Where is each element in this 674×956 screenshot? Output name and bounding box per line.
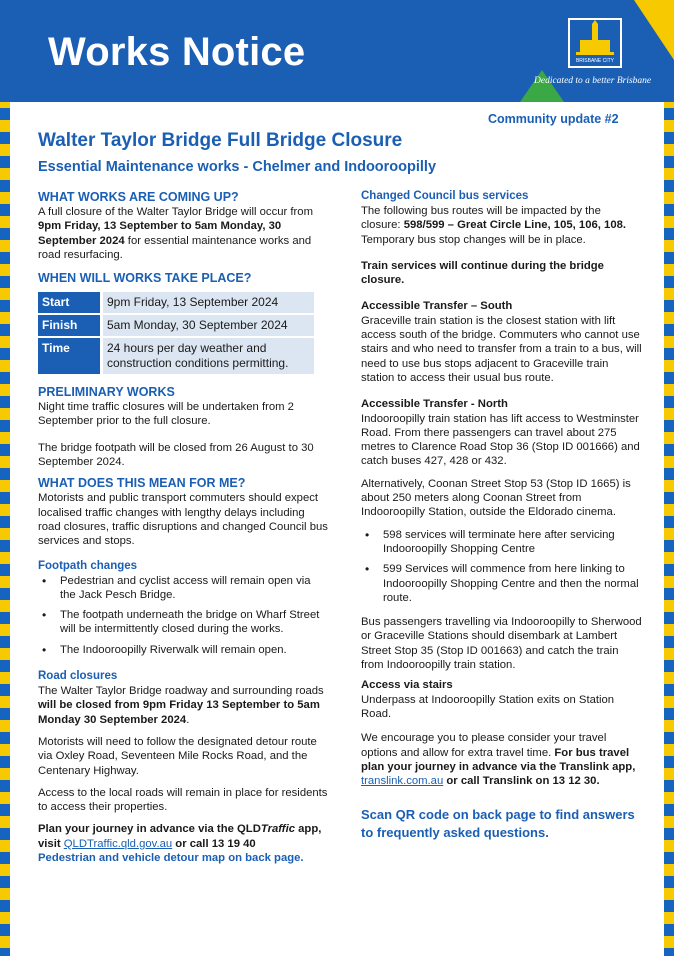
green-triangle-shape [520,70,564,102]
north-paragraph-2: Alternatively, Coonan Street Stop 53 (Stop ID 1665) is about 250 meters along Coonan Street from Indooroopilly Station, outside the Eldorado cinema. [361,477,631,519]
list-item: • The footpath underneath the bridge on Wharf Street will be intermittently closed during the works. [38,608,328,637]
plan-traffic: Traffic [260,823,295,836]
stairs-heading: Access via stairs [361,679,453,692]
page-title: Walter Taylor Bridge Full Bridge Closure [38,130,403,151]
encourage-paragraph [361,731,643,788]
qldtraffic-link[interactable]: QLDTraffic.qld.gov.au [63,837,173,850]
schedule-label: Start [38,292,100,313]
page-subtitle: Essential Maintenance works - Chelmer and Indooroopilly [38,159,437,175]
schedule-value: 24 hours per day weather and construction conditions permitting. [100,338,314,374]
translink-link[interactable]: translink.com.au [361,775,444,788]
train-note: Train services will continue during the bridge closure. [361,259,604,287]
road-text-end: . [186,713,190,726]
encourage-bold: For bus travel plan your journey in advance via the Translink app, [361,746,636,773]
road-paragraph-2: Motorists will need to follow the designated detour route via Oxley Road, Seventeen Mile Rocks Road, and the Centenary Highway. [38,735,317,777]
table-row [38,338,314,374]
brisbane-city-logo [568,18,622,68]
stairs-paragraph: Underpass at Indooroopilly Station exits on Station Road. [361,693,615,720]
road-dates: will be closed from 9pm Friday 13 September to 5am Monday 30 September 2024 [38,699,320,726]
south-paragraph: Graceville train station is the closest station with lift access south of the bridge. Commuters who cannot use stairs and who need to transfer from a train to a bus, will need to use bus stops adjacent to Graceville train station to access their usual bus route. [361,314,642,384]
encourage-bold-2: or call Translink on 13 12 30. [443,775,600,788]
north-paragraph-1: Indooroopilly train station has lift access to Westminster Road. From there passengers can travel about 275 metres to Clarence Road Stop 36 (Stop ID 001666) and catch buses 427, 428 or 432. [361,412,640,468]
schedule-value: 9pm Friday, 13 September 2024 [100,292,314,313]
passengers-paragraph: Bus passengers travelling via Indooroopilly to Sherwood or Graceville Stations should disembark at Lambert Street Stop 35 (Stop ID 001663) and catch the train from Indooroopilly train station. [361,616,642,672]
road-heading: Road closures [38,670,118,683]
plan-text: Plan your journey in advance via the QLD [38,823,261,836]
mean-heading: WHAT DOES THIS MEAN FOR ME? [38,476,246,491]
bus-text: The following bus routes will be impacted by the closure: [361,205,601,232]
works-text: A full closure of the Walter Taylor Bridge will occur from [38,206,313,218]
road-paragraph-3: Access to the local roads will remain in place for residents to access their properties. [38,786,328,814]
plan-text-2: app, visit [38,823,322,850]
schedule-label: Finish [38,315,100,336]
list-item: • 599 Services will commence from here linking to Indooroopilly Shopping Centre and then the normal route. [361,562,643,605]
bus-text-end: Temporary bus stop changes will be in place. [361,233,586,246]
works-paragraph [38,205,328,262]
list-item: • Pedestrian and cyclist access will remain open via the Jack Pesch Bridge. [38,574,328,603]
works-dates: 9pm Friday, 13 September to 5am Monday, 30 September 2024 [38,220,282,247]
table-row [38,292,314,313]
qr-note: Scan QR code on back page to find answers to frequently asked questions. [361,807,635,841]
road-paragraph-1 [38,684,328,727]
list-item: • 598 services will terminate here after servicing Indooroopilly Shopping Centre [361,528,643,557]
bus-routes: 598/599 – Great Circle Line, 105, 106, 108. [403,219,627,232]
city-hall-icon [570,20,620,58]
south-heading: Accessible Transfer – South [361,300,513,313]
logo-text: BRISBANE CITY [575,58,615,64]
schedule-value: 5am Monday, 30 September 2024 [100,315,314,336]
plan-text-3: or call 13 19 40 [172,837,256,850]
yellow-corner-shape [634,0,674,60]
bus-paragraph [361,204,643,247]
tagline: Dedicated to a better Brisbane [534,76,652,86]
right-border-stripe [664,0,674,956]
schedule-table [38,290,314,376]
prelim-paragraph-1: Night time traffic closures will be undertaken from 2 September prior to the full closure. [38,401,294,428]
bus-heading: Changed Council bus services [361,190,529,202]
works-heading: WHAT WORKS ARE COMING UP? [38,190,239,204]
table-row [38,315,314,336]
plan-paragraph [38,822,328,851]
footpath-list [38,574,328,657]
prelim-paragraph-2: The bridge footpath will be closed from 26 August to 30 September 2024. [38,441,314,469]
left-column [38,189,328,865]
list-item: • The Indooroopilly Riverwalk will remain open. [38,643,328,657]
schedule-label: Time [38,338,100,374]
detour-note: Pedestrian and vehicle detour map on back page. [38,852,304,865]
left-border-stripe [0,0,10,956]
header-title: Works Notice [48,30,306,74]
header-banner [0,0,674,102]
encourage-text: We encourage you to please consider your travel options and allow for extra travel time. [361,732,607,759]
community-update-label: Community update #2 [488,112,619,126]
mean-paragraph: Motorists and public transport commuters should expect localised traffic changes with lengthy delays including road closures, traffic disruptions and changed Council bus services and stops. [38,492,328,548]
north-list [361,528,643,605]
north-heading: Accessible Transfer - North [361,398,508,411]
right-column [361,189,643,842]
works-text-end: for essential maintenance works and road resurfacing. [38,234,312,261]
when-heading: WHEN WILL WORKS TAKE PLACE? [38,271,252,286]
footpath-heading: Footpath changes [38,559,138,572]
road-text: The Walter Taylor Bridge roadway and surrounding roads [38,685,324,698]
prelim-heading: PRELIMINARY WORKS [38,385,175,400]
